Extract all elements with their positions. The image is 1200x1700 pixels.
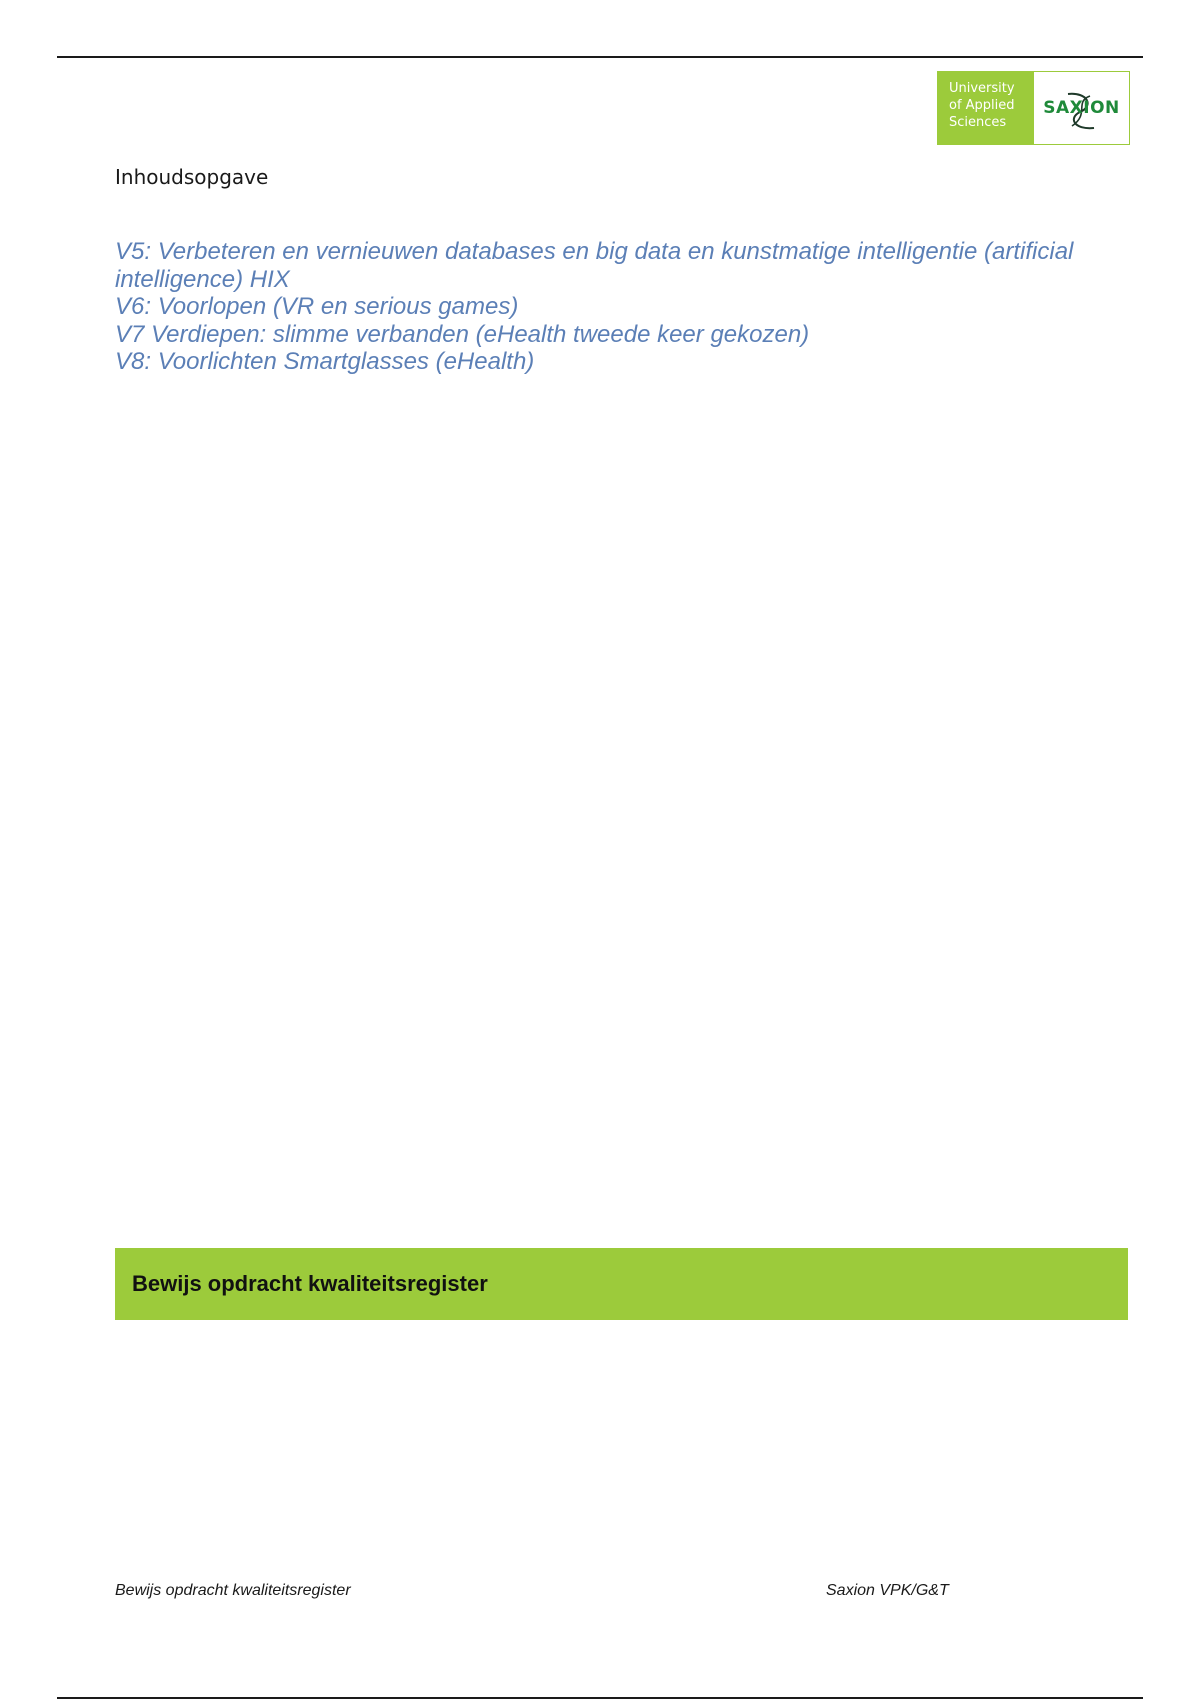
toc-entry-v6[interactable] [115, 293, 1115, 321]
saxion-logo [937, 71, 1130, 145]
logo-line-1: University [949, 81, 1015, 96]
logo-line-3: Sciences [949, 115, 1007, 130]
toc-entry-v8[interactable] [115, 348, 1115, 376]
toc-entry-v7-line-1: V7 Verdiepen: slimme verbanden (eHealth tweede keer gekozen) [115, 320, 810, 348]
toc-heading: Inhoudsopgave [115, 165, 269, 189]
logo-line-2: of Applied [949, 98, 1015, 113]
toc-entry-v5-line-1: V5: Verbeteren en vernieuwen databases en big data en kunstmatige intelligentie (artificial [115, 238, 1074, 265]
toc-list [115, 238, 1115, 376]
footer-document-title: Bewijs opdracht kwaliteitsregister [115, 1582, 351, 1599]
bottom-rule [57, 1697, 1143, 1699]
toc-entry-v5-line-2: intelligence) HIX [115, 265, 290, 293]
toc-entry-v5[interactable] [115, 238, 1115, 293]
logo-wordmark-area [1034, 72, 1129, 144]
section-title: Bewijs opdracht kwaliteitsregister [132, 1271, 488, 1296]
logo-tagline [938, 72, 1034, 144]
top-rule [57, 56, 1143, 58]
footer-organisation: Saxion VPK/G&T [826, 1582, 949, 1599]
toc-entry-v7[interactable] [115, 321, 1115, 349]
toc-entry-v8-line-1: V8: Voorlichten Smartglasses (eHealth) [115, 348, 535, 375]
logo-wordmark: SAXION [1043, 98, 1120, 118]
toc-entry-v6-line-1: V6: Voorlopen (VR en serious games) [115, 293, 519, 320]
section-banner [115, 1248, 1128, 1320]
